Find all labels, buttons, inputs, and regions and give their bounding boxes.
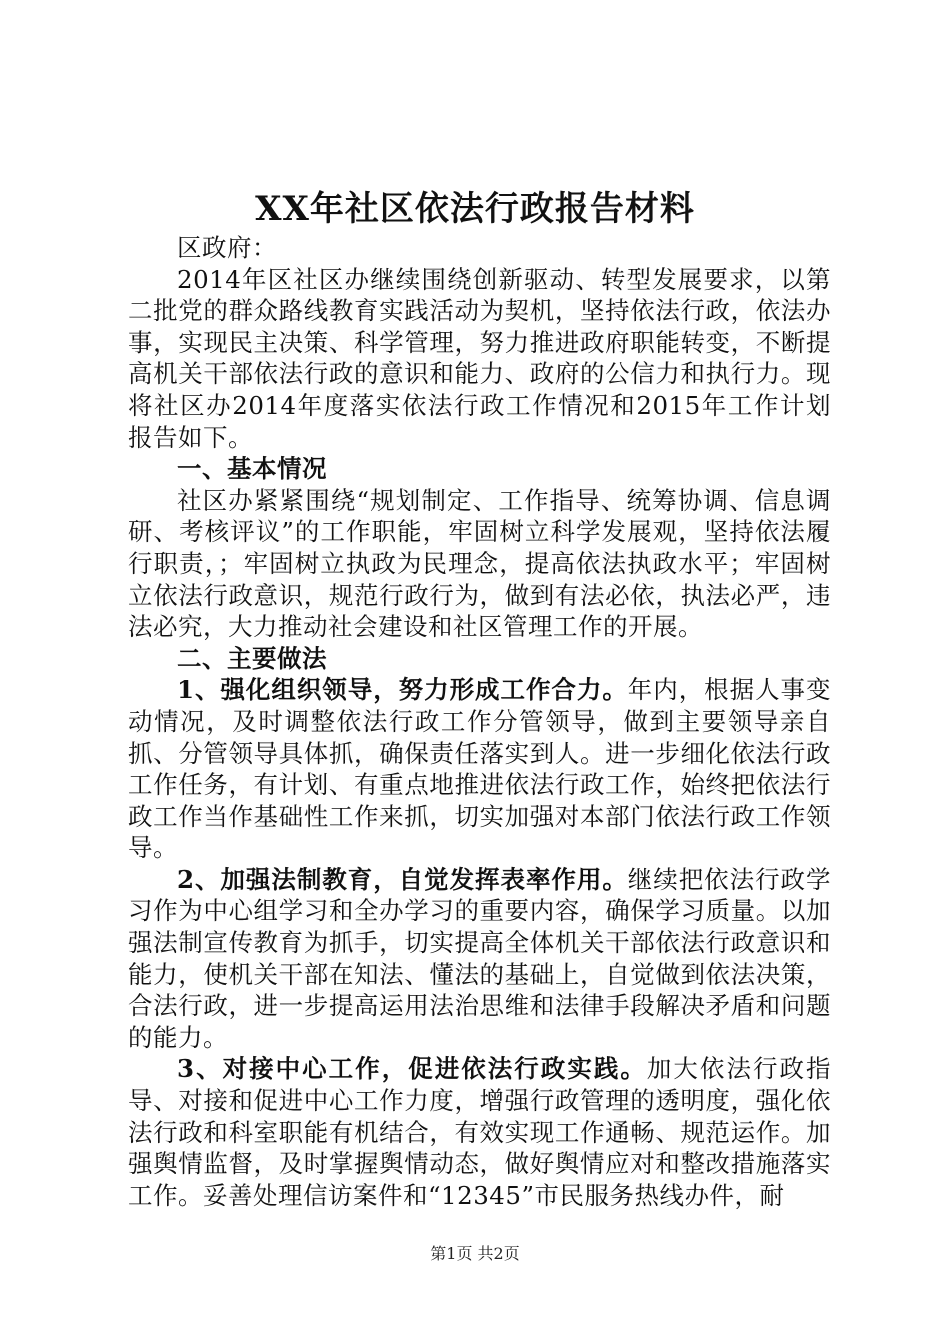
practice-item-3-text: 加大依法行政指导、对接和促进中心工作力度，增强行政管理的透明度，强化依法行政和科室职能有机结合，有效实现工作通畅、规范运作。加强舆情监督，及时掌握舆情动态，做好舆情应对和整改措施落实工作。妥善处理信访案件和“12345”市民服务热线办件，耐 [128,1054,832,1210]
intro-paragraph: 2014年区社区办继续围绕创新驱动、转型发展要求，以第二批党的群众路线教育实践活动为契机，坚持依法行政，依法办事，实现民主决策、科学管理，努力推进政府职能转变，不断提高机关干部依法行政的意识和能力、政府的公信力和执行力。现将社区办2014年度落实依法行政工作情况和2015年工作计划报告如下。 [128,264,831,452]
section-basic-paragraph: 社区办紧紧围绕“规划制定、工作指导、统筹协调、信息调研、考核评议”的工作职能，牢固树立科学发展观，坚持依法履行职责，；牢固树立执政为民理念，提高依法执政水平；牢固树立依法行政意识，规范行政行为，做到有法必依，执法必严，违法必究，大力推动社会建设和社区管理工作的开展。 [128,485,831,642]
page-footer: 第1页 共2页 [430,1244,520,1263]
practice-item-1-text: 年内，根据人事变动情况，及时调整依法行政工作分管领导，做到主要领导亲自抓、分管领导具体抓，确保责任落实到人。进一步细化依法行政工作任务，有计划、有重点地推进依法行政工作，始终把依法行政工作当作基础性工作来抓，切实加强对本部门依法行政工作领导。 [128,675,832,863]
salutation: 区政府： [177,233,277,262]
practice-item-2-lead: 2、加强法制教育，自觉发挥表率作用。 [177,864,628,894]
practice-item-3-lead: 3、对接中心工作，促进依法行政实践。 [177,1054,647,1084]
document-title: XX年社区依法行政报告材料 [255,189,695,229]
practice-item-1-lead: 1、强化组织领导，努力形成工作合力。 [177,675,628,705]
section-heading-practices: 二、主要做法 [177,643,327,673]
section-heading-basic: 一、基本情况 [177,454,327,484]
practice-item-1 [128,674,831,864]
practice-item-3 [128,1053,831,1211]
practice-item-2-text: 继续把依法行政学习作为中心组学习和全办学习的重要内容，确保学习质量。以加强法制宣传教育为抓手，切实提高全体机关干部依法行政意识和能力，使机关干部在知法、懂法的基础上，自觉做到依法决策，合法行政，进一步提高运用法治思维和法律手段解决矛盾和问题的能力。 [128,864,832,1052]
practice-item-2 [128,864,831,1054]
document-body [128,232,831,1211]
